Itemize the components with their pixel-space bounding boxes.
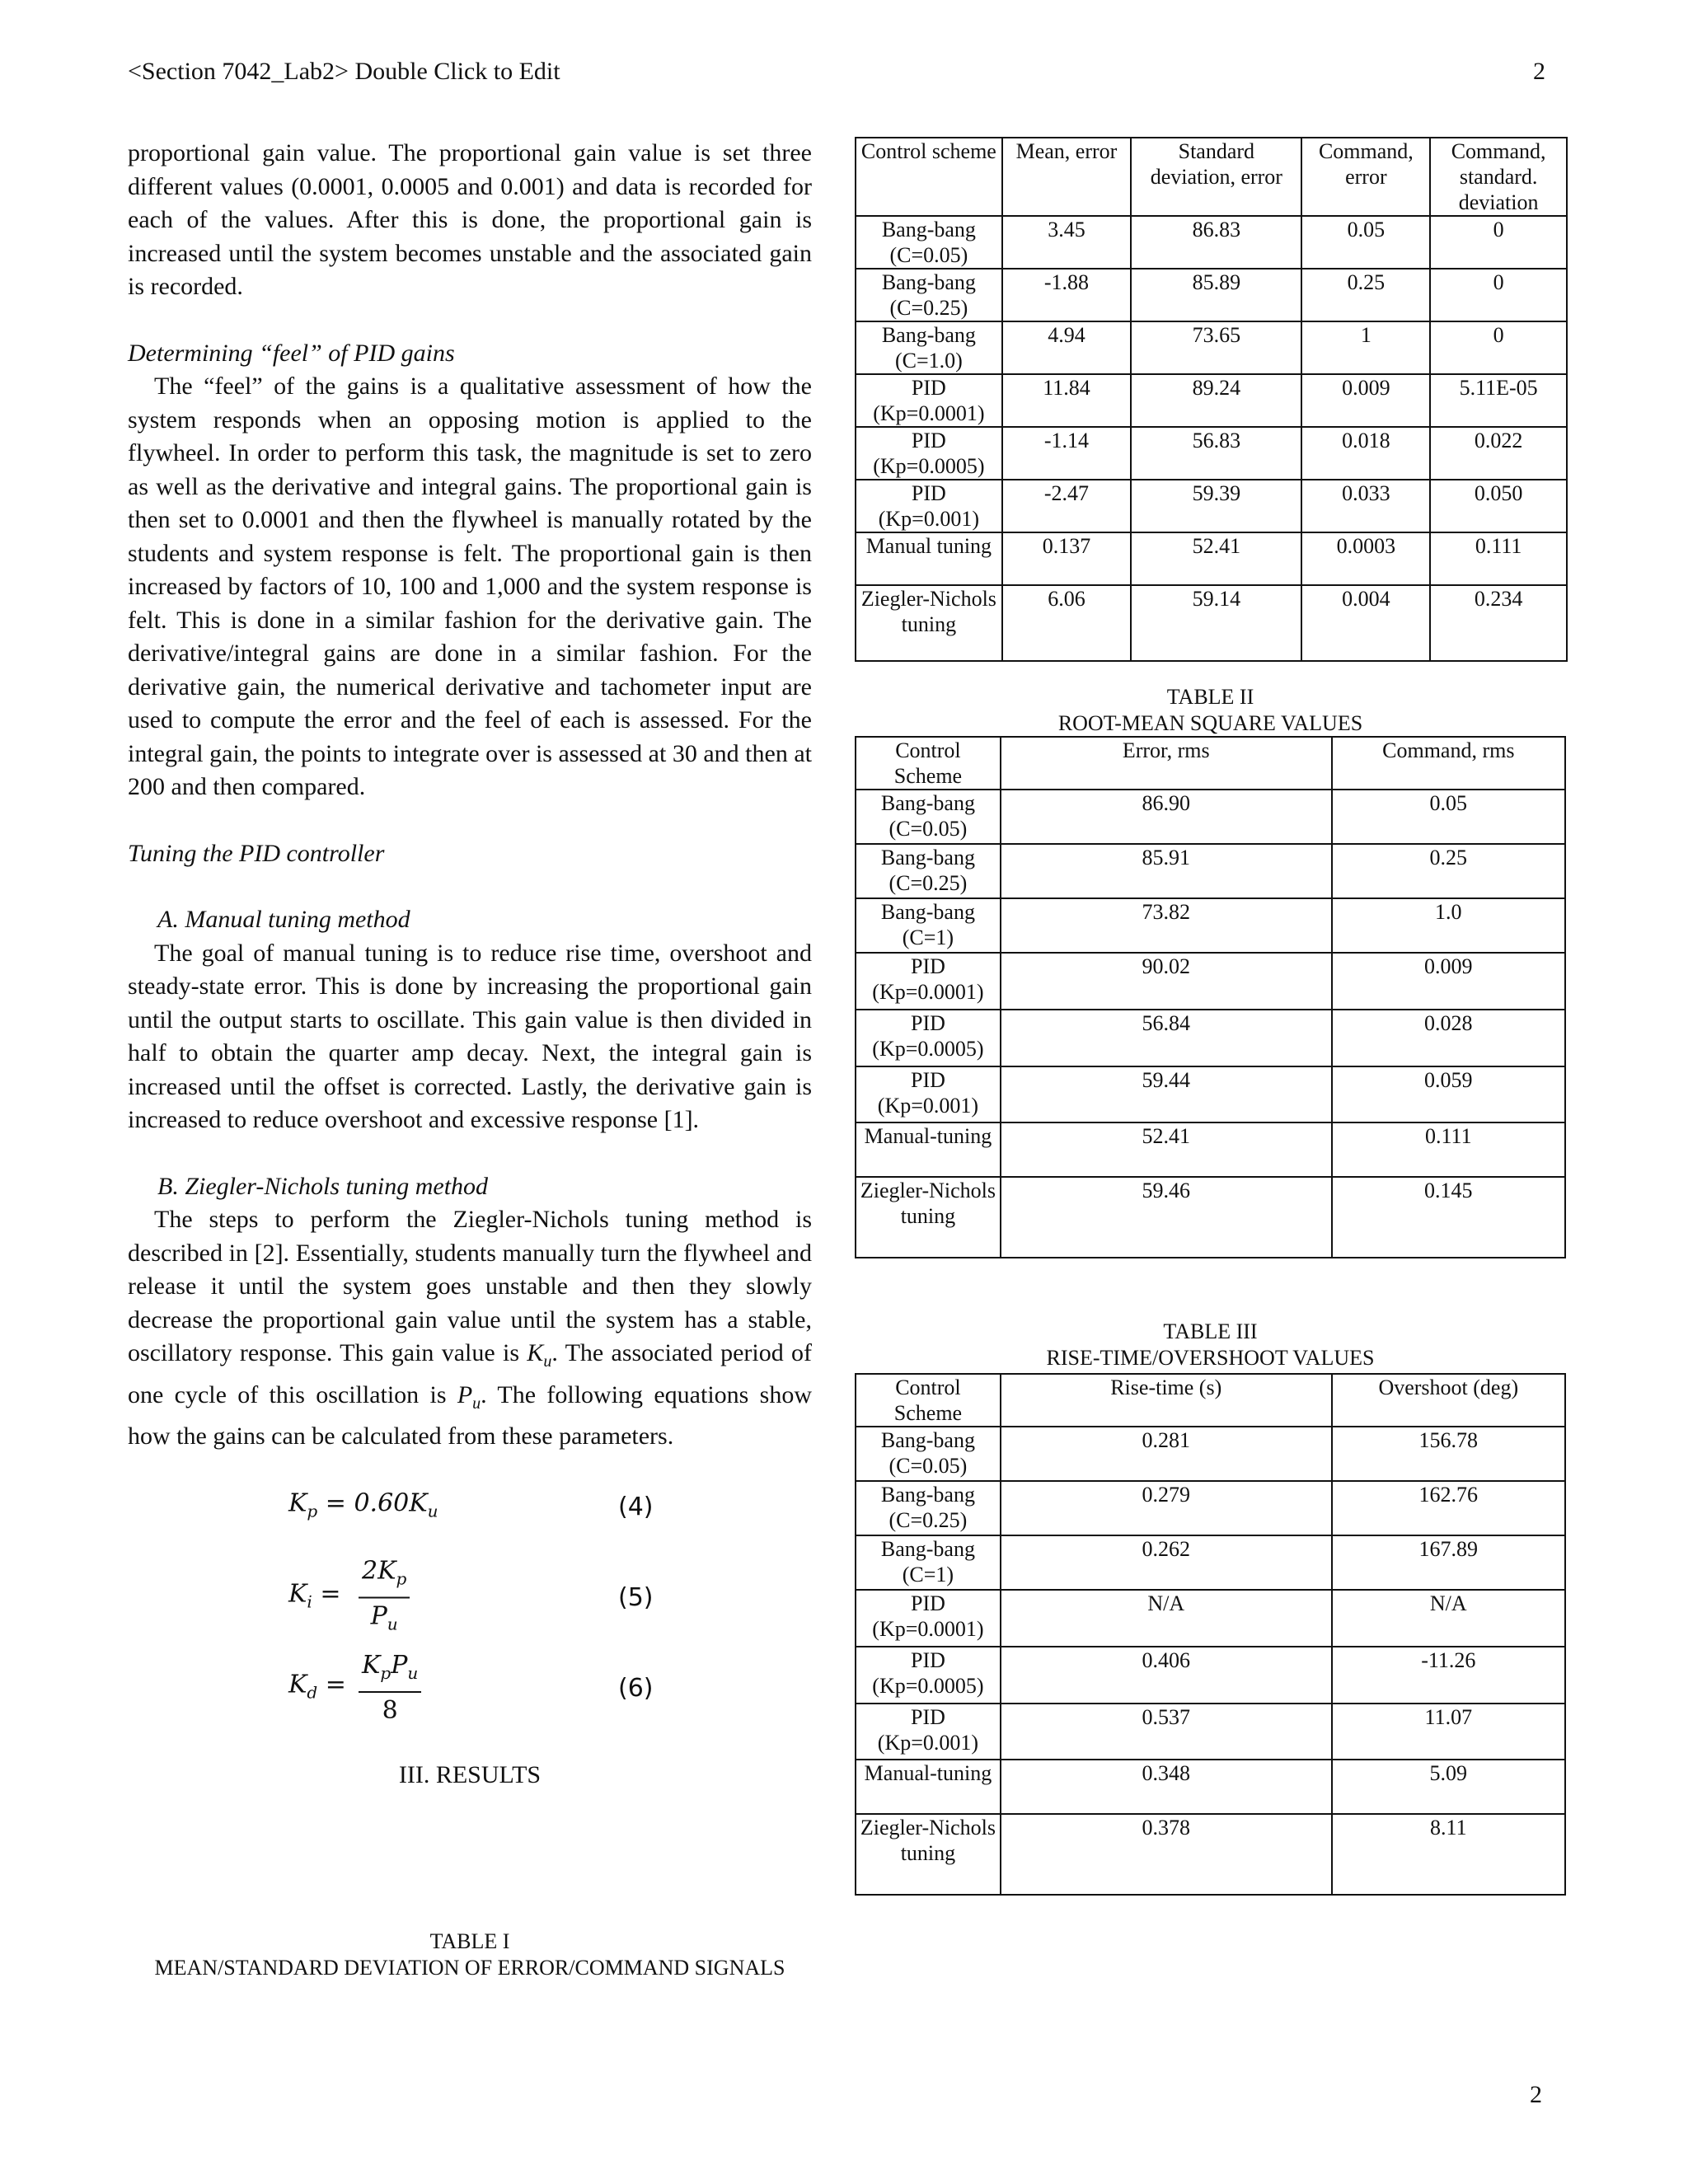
table-row (856, 898, 1565, 953)
table-cell: 86.83 (1131, 216, 1301, 269)
table-cell: PID (Kp=0.0005) (856, 1010, 1001, 1066)
table-row (856, 1760, 1565, 1814)
table-cell: -1.88 (1002, 269, 1131, 321)
table-cell: 73.82 (1001, 898, 1332, 953)
paragraph-feel: The “feel” of the gains is a qualitative assessment of how the system responds when an opposing motion is applied to the flywheel. In order to perform this task, the magnitude is set to zero as well as the derivative and integral gains. The proportional gain is then set to 0.0001 and then the flywheel is manually rotated by the students and system response is felt. The proportional gain is then increased by factors of 10, 100 and 1,000 and the system response is felt. This is done in a similar fashion for the derivative gain. The derivative/integral gains are done in a similar fashion. For the derivative gain, the numerical derivative and tachometer input are used to compute the error and the feel of each is assessed. For the integral gain, the points to integrate over is assessed at 30 and then at 200 and then compared. (128, 373, 812, 800)
table-cell: 0 (1430, 321, 1567, 374)
table-row (856, 1647, 1565, 1704)
table-cell: 56.84 (1001, 1010, 1332, 1066)
table-cell: 86.90 (1001, 790, 1332, 844)
table-header-cell: Command, error (1301, 138, 1430, 216)
table-cell: 59.44 (1001, 1066, 1332, 1122)
table-cell: 156.78 (1332, 1427, 1565, 1481)
table-cell: PID (Kp=0.0005) (856, 1647, 1001, 1704)
table-cell: 89.24 (1131, 374, 1301, 427)
table-cell: 0.033 (1301, 480, 1430, 532)
table-row (856, 480, 1567, 532)
table-cell: 0.059 (1332, 1066, 1565, 1122)
table-row (856, 1177, 1565, 1258)
table-cell: Bang-bang (C=1.0) (856, 321, 1002, 374)
table-row (856, 585, 1567, 661)
table-cell: 52.41 (1001, 1122, 1332, 1177)
table-row (856, 1066, 1565, 1122)
table-cell: Bang-bang (C=0.25) (856, 1481, 1001, 1535)
table1-caption: TABLE I MEAN/STANDARD DEVIATION OF ERROR/COMMAND SIGNALS (154, 1929, 785, 1980)
subheading-tuning: Tuning the PID controller (128, 839, 385, 867)
table-cell: 0.25 (1332, 844, 1565, 898)
table-header-cell: Control Scheme (856, 737, 1001, 790)
table-cell: 59.46 (1001, 1177, 1332, 1258)
table-row (856, 1814, 1565, 1895)
table-row (856, 844, 1565, 898)
table-header-cell: Overshoot (deg) (1332, 1374, 1565, 1427)
table-cell: PID (Kp=0.0001) (856, 953, 1001, 1010)
table-row (856, 532, 1567, 585)
table-cell: 59.39 (1131, 480, 1301, 532)
table-cell: PID (Kp=0.0001) (856, 1590, 1001, 1647)
table-cell: 3.45 (1002, 216, 1131, 269)
table-cell: 0.05 (1332, 790, 1565, 844)
table-cell: 0.25 (1301, 269, 1430, 321)
table-cell: 0.111 (1430, 532, 1567, 585)
left-column (128, 137, 812, 1792)
table-cell: 5.09 (1332, 1760, 1565, 1814)
table-row (856, 1010, 1565, 1066)
table-cell: 11.84 (1002, 374, 1131, 427)
paragraph-proportional-gain: proportional gain value. The proportional gain value is set three different values (0.0001, 0.0005 and 0.001) and data is recorded for each of the values. After this is done, the proportional gain is increased until the system becomes unstable and the associated gain is recorded. (128, 139, 812, 300)
table-cell: PID (Kp=0.001) (856, 480, 1002, 532)
paragraph-ziegler-nichols: The steps to perform the Ziegler-Nichols tuning method is described in [2]. Essentially, students manually turn the flywheel and release it until the system goes unstable and then they slowly decrease the proportional gain value until the system has a stable, oscillatory response. This gain value is $K_u$. The associated period of one cycle of this oscillation is $P_u$. The following equations show how the gains can be calculated from these parameters. (128, 1206, 812, 1450)
table-cell: -11.26 (1332, 1647, 1565, 1704)
table-cell: 162.76 (1332, 1481, 1565, 1535)
table-cell: Ziegler-Nichols tuning (856, 1814, 1001, 1895)
table-cell: Manual-tuning (856, 1122, 1001, 1177)
table-cell: Bang-bang (C=0.05) (856, 790, 1001, 844)
table-row (856, 321, 1567, 374)
table-cell: 4.94 (1002, 321, 1131, 374)
table-cell: 0.234 (1430, 585, 1567, 661)
equation-5: $K_i$ = $\frac{2K_p}{P_u}$ (5) (288, 1556, 654, 1634)
table-cell: 0.111 (1332, 1122, 1565, 1177)
table-rms (855, 736, 1566, 1258)
section-heading-results: III. RESULTS (398, 1760, 542, 1788)
table-header-cell: Command, rms (1332, 737, 1565, 790)
table-row (856, 1481, 1565, 1535)
table-cell: 0.537 (1001, 1704, 1332, 1760)
table3-caption: TABLE III RISE-TIME/OVERSHOOT VALUES (1046, 1319, 1375, 1370)
table-cell: 73.65 (1131, 321, 1301, 374)
table-row (856, 1590, 1565, 1647)
table-cell: 0.009 (1301, 374, 1430, 427)
table-cell: Manual-tuning (856, 1760, 1001, 1814)
table-row (856, 374, 1567, 427)
table-row (856, 269, 1567, 321)
table-cell: 0.281 (1001, 1427, 1332, 1481)
table-cell: 0 (1430, 269, 1567, 321)
table-cell: 0.018 (1301, 427, 1430, 480)
table-cell: 0.262 (1001, 1535, 1332, 1590)
table-rise-overshoot (855, 1373, 1566, 1896)
equation-4: $K_p = 0.60K_u$ (4) (288, 1488, 654, 1521)
table-cell: PID (Kp=0.001) (856, 1066, 1001, 1122)
table-header-cell: Mean, error (1002, 138, 1131, 216)
table-cell: PID (Kp=0.001) (856, 1704, 1001, 1760)
table-cell: Bang-bang (C=1) (856, 898, 1001, 953)
table-cell: 0.279 (1001, 1481, 1332, 1535)
table-cell: 59.14 (1131, 585, 1301, 661)
table-header-row (856, 138, 1567, 216)
table-cell: Ziegler-Nichols tuning (856, 585, 1002, 661)
table-cell: N/A (1332, 1590, 1565, 1647)
table-header-cell: Standard deviation, error (1131, 138, 1301, 216)
table-cell: 85.89 (1131, 269, 1301, 321)
table-header-row (856, 1374, 1565, 1427)
table-row (856, 1535, 1565, 1590)
table-cell: 0.004 (1301, 585, 1430, 661)
table-row (856, 1427, 1565, 1481)
table-cell: -2.47 (1002, 480, 1131, 532)
table-cell: 0.022 (1430, 427, 1567, 480)
table-header-cell: Rise-time (s) (1001, 1374, 1332, 1427)
table-cell: 1.0 (1332, 898, 1565, 953)
table-cell: Bang-bang (C=0.05) (856, 1427, 1001, 1481)
table-cell: 0.145 (1332, 1177, 1565, 1258)
table-cell: 11.07 (1332, 1704, 1565, 1760)
table-cell: 85.91 (1001, 844, 1332, 898)
table-mean-std (855, 137, 1568, 662)
paragraph-manual-tuning: The goal of manual tuning is to reduce rise time, overshoot and steady-state error. This is done by increasing the proportional gain until the output starts to oscillate. This gain value is then divided in half to obtain the quarter amp decay. Next, the integral gain is increased until the offset is corrected. Lastly, the derivative gain is increased to reduce overshoot and excessive response [1]. (128, 939, 812, 1133)
subheading-ziegler-nichols: B. Ziegler-Nichols tuning method (157, 1172, 489, 1200)
page-header (128, 58, 1545, 86)
table-cell: 52.41 (1131, 532, 1301, 585)
table-cell: 0.009 (1332, 953, 1565, 1010)
equation-6: $K_d$ = $K_pP_u$ 8 (6) (288, 1650, 654, 1725)
table-row (856, 953, 1565, 1010)
table2-caption: TABLE II ROOT-MEAN SQUARE VALUES (1057, 685, 1363, 735)
table-cell: 6.06 (1002, 585, 1131, 661)
table-cell: PID (Kp=0.0005) (856, 427, 1002, 480)
table-cell: 0.406 (1001, 1647, 1332, 1704)
table-row (856, 1704, 1565, 1760)
table-cell: 0.05 (1301, 216, 1430, 269)
table-cell: 90.02 (1001, 953, 1332, 1010)
table-cell: 0 (1430, 216, 1567, 269)
header-title[interactable]: <Section 7042_Lab2> Double Click to Edit (128, 58, 560, 85)
footer-page-number: 2 (1530, 2081, 1542, 2108)
table-cell: 56.83 (1131, 427, 1301, 480)
table-header-cell: Control scheme (856, 138, 1002, 216)
table-header-cell: Control Scheme (856, 1374, 1001, 1427)
table-row (856, 216, 1567, 269)
table-header-row (856, 737, 1565, 790)
table-cell: Bang-bang (C=0.25) (856, 844, 1001, 898)
table-cell: Bang-bang (C=0.25) (856, 269, 1002, 321)
table-cell: Ziegler-Nichols tuning (856, 1177, 1001, 1258)
table-cell: Manual tuning (856, 532, 1002, 585)
table-cell: 0.378 (1001, 1814, 1332, 1895)
table-cell: PID (Kp=0.0001) (856, 374, 1002, 427)
table-row (856, 1122, 1565, 1177)
table-cell: Bang-bang (C=1) (856, 1535, 1001, 1590)
subheading-manual-tuning: A. Manual tuning method (157, 906, 410, 933)
table-cell: 0.0003 (1301, 532, 1430, 585)
table-cell: 167.89 (1332, 1535, 1565, 1590)
table-cell: -1.14 (1002, 427, 1131, 480)
table-row (856, 427, 1567, 480)
table-cell: 0.137 (1002, 532, 1131, 585)
table-cell: 8.11 (1332, 1814, 1565, 1895)
table-row (856, 790, 1565, 844)
table-header-cell: Command, standard. deviation (1430, 138, 1567, 216)
table-cell: N/A (1001, 1590, 1332, 1647)
table-cell: Bang-bang (C=0.05) (856, 216, 1002, 269)
table-cell: 5.11E-05 (1430, 374, 1567, 427)
table-header-cell: Error, rms (1001, 737, 1332, 790)
table-cell: 0.050 (1430, 480, 1567, 532)
header-page-number: 2 (1533, 58, 1545, 85)
table-cell: 0.348 (1001, 1760, 1332, 1814)
table-cell: 0.028 (1332, 1010, 1565, 1066)
subheading-feel: Determining “feel” of PID gains (128, 339, 455, 367)
table-cell: 1 (1301, 321, 1430, 374)
